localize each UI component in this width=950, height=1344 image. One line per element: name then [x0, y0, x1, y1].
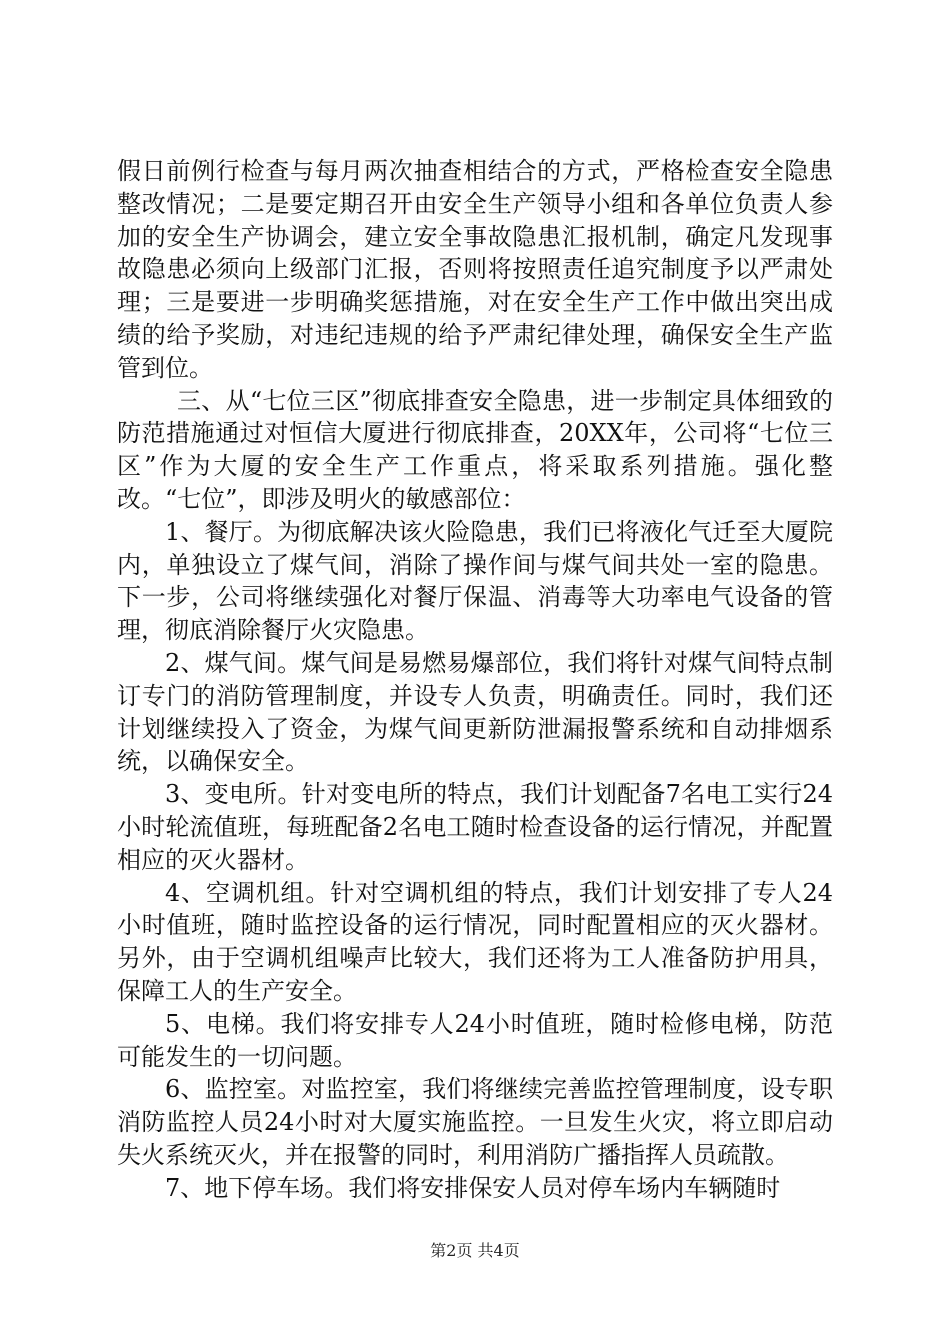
- page-number-footer: 第2页 共4页: [430, 1241, 520, 1260]
- paragraph-item-6-monitoring-room: 6、监控室。对监控室，我们将继续完善监控管理制度，设专职消防监控人员24小时对大厦实施监控。一旦发生火灾，将立即启动失火系统灭火，并在报警的同时，利用消防广播指挥人员疏散。: [117, 1075, 833, 1169]
- paragraph-item-4-air-conditioning: 4、空调机组。针对空调机组的特点，我们计划安排了专人24小时值班，随时监控设备的运行情况，同时配置相应的灭火器材。另外，由于空调机组噪声比较大，我们还将为工人准备防护用具，保障工人的生产安全。: [117, 878, 833, 1005]
- paragraph-item-7-parking: 7、地下停车场。我们将安排保安人员对停车场内车辆随时: [165, 1173, 781, 1202]
- document-body: [117, 155, 833, 1205]
- paragraph-item-5-elevator: 5、电梯。我们将安排专人24小时值班，随时检修电梯，防范可能发生的一切问题。: [117, 1009, 833, 1071]
- paragraph-item-2-gas-room: 2、煤气间。煤气间是易燃易爆部位，我们将针对煤气间特点制订专门的消防管理制度，并设专人负责，明确责任。同时，我们还计划继续投入了资金，为煤气间更新防泄漏报警系统和自动排烟系统，以确保安全。: [117, 648, 833, 776]
- paragraph-item-1-restaurant: 1、餐厅。为彻底解决该火险隐患，我们已将液化气迁至大厦院内，单独设立了煤气间，消除了操作间与煤气间共处一室的隐患。下一步，公司将继续强化对餐厅保温、消毒等大功率电气设备的管理，彻底消除餐厅火灾隐患。: [117, 517, 833, 645]
- paragraph-continuation: 假日前例行检查与每月两次抽查相结合的方式，严格检查安全隐患整改情况；二是要定期召开由安全生产领导小组和各单位负责人参加的安全生产协调会，建立安全事故隐患汇报机制，确定凡发现事故隐患必须向上级部门汇报，否则将按照责任追究制度予以严肃处理；三是要进一步明确奖惩措施，对在安全生产工作中做出突出成绩的给予奖励，对违纪违规的给予严肃纪律处理，确保安全生产监管到位。: [117, 157, 833, 382]
- paragraph-section-three: 三、从“七位三区”彻底排查安全隐患，进一步制定具体细致的防范措施通过对恒信大厦进行彻底排查，20XX年，公司将“七位三区”作为大厦的安全生产工作重点，将采取系列措施。强化整改。“七位”，即涉及明火的敏感部位：: [117, 386, 833, 513]
- paragraph-item-3-substation: 3、变电所。针对变电所的特点，我们计划配备7名电工实行24小时轮流值班，每班配备2名电工随时检查设备的运行情况，并配置相应的灭火器材。: [117, 780, 833, 874]
